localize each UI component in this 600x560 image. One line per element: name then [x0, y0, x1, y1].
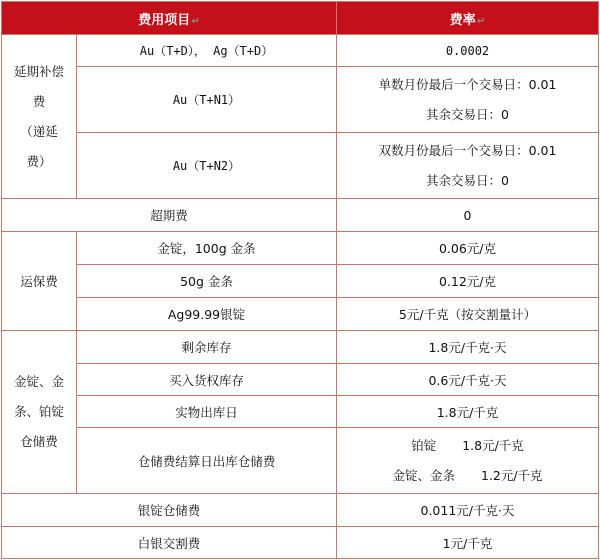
paragraph-mark-icon: ↵ [476, 15, 486, 27]
rate-cell: 0.12元/克 [337, 265, 599, 298]
category-gold-platinum-storage: 金锭、金 条、铂锭 仓储费 [2, 331, 77, 494]
table-row [2, 396, 599, 428]
item-cell-silver-delivery: 白银交割费 [2, 527, 337, 559]
table-row [2, 133, 599, 199]
table-row [2, 364, 599, 396]
item-cell: 实物出库日 [77, 396, 337, 428]
table-row [2, 428, 599, 494]
rate-cell: 1.8元/千克·天 [337, 331, 599, 364]
table-row [2, 35, 599, 67]
table-row [2, 298, 599, 331]
item-cell: Au（T+N2） [77, 133, 337, 199]
rate-cell: 0.6元/千克·天 [337, 364, 599, 396]
paragraph-mark-icon: ↵ [191, 15, 200, 27]
rate-cell: 0 [337, 199, 599, 232]
rate-cell: 0.011元/千克·天 [337, 494, 599, 527]
header-rate: 费率↵ [337, 2, 599, 35]
item-cell: 买入货权库存 [77, 364, 337, 396]
header-row [2, 2, 599, 35]
rate-cell [337, 428, 599, 494]
rate-cell: 1.8元/千克 [337, 396, 599, 428]
table-row [2, 232, 599, 265]
item-cell-overdue: 超期费 [2, 199, 337, 232]
settlement-line: 金锭、金条 1.2元/千克 [392, 467, 543, 483]
rate-cell: 双数月份最后一个交易日：0.01 其余交易日：0 [337, 133, 599, 199]
item-cell: 50g 金条 [77, 265, 337, 298]
item-cell: 剩余库存 [77, 331, 337, 364]
rate-cell: 1元/千克 [337, 527, 599, 559]
category-transport-insurance: 运保费 [2, 232, 77, 331]
fee-table [1, 1, 599, 559]
table-row [2, 527, 599, 559]
table-row [2, 67, 599, 133]
item-cell: Ag99.99银锭 [77, 298, 337, 331]
rate-cell: 0.0002 [337, 35, 599, 67]
table-row [2, 265, 599, 298]
item-cell: 金锭，100g 金条 [77, 232, 337, 265]
category-deferred-compensation: 延期补偿 费 （递延 费） [2, 35, 77, 199]
settlement-line: 铂锭 1.8元/千克 [411, 437, 524, 453]
item-cell: 仓储费结算日出库仓储费 [77, 428, 337, 494]
rate-cell: 5元/千克（按交割量计） [337, 298, 599, 331]
rate-cell: 单数月份最后一个交易日：0.01 其余交易日：0 [337, 67, 599, 133]
rate-cell: 0.06元/克 [337, 232, 599, 265]
item-cell: Au（T+D）， Ag（T+D） [77, 35, 337, 67]
table-row [2, 331, 599, 364]
item-cell: Au（T+N1） [77, 67, 337, 133]
header-fee-item: 费用项目↵ [2, 2, 337, 35]
table-row [2, 494, 599, 527]
item-cell-silver-storage: 银锭仓储费 [2, 494, 337, 527]
table-row [2, 199, 599, 232]
